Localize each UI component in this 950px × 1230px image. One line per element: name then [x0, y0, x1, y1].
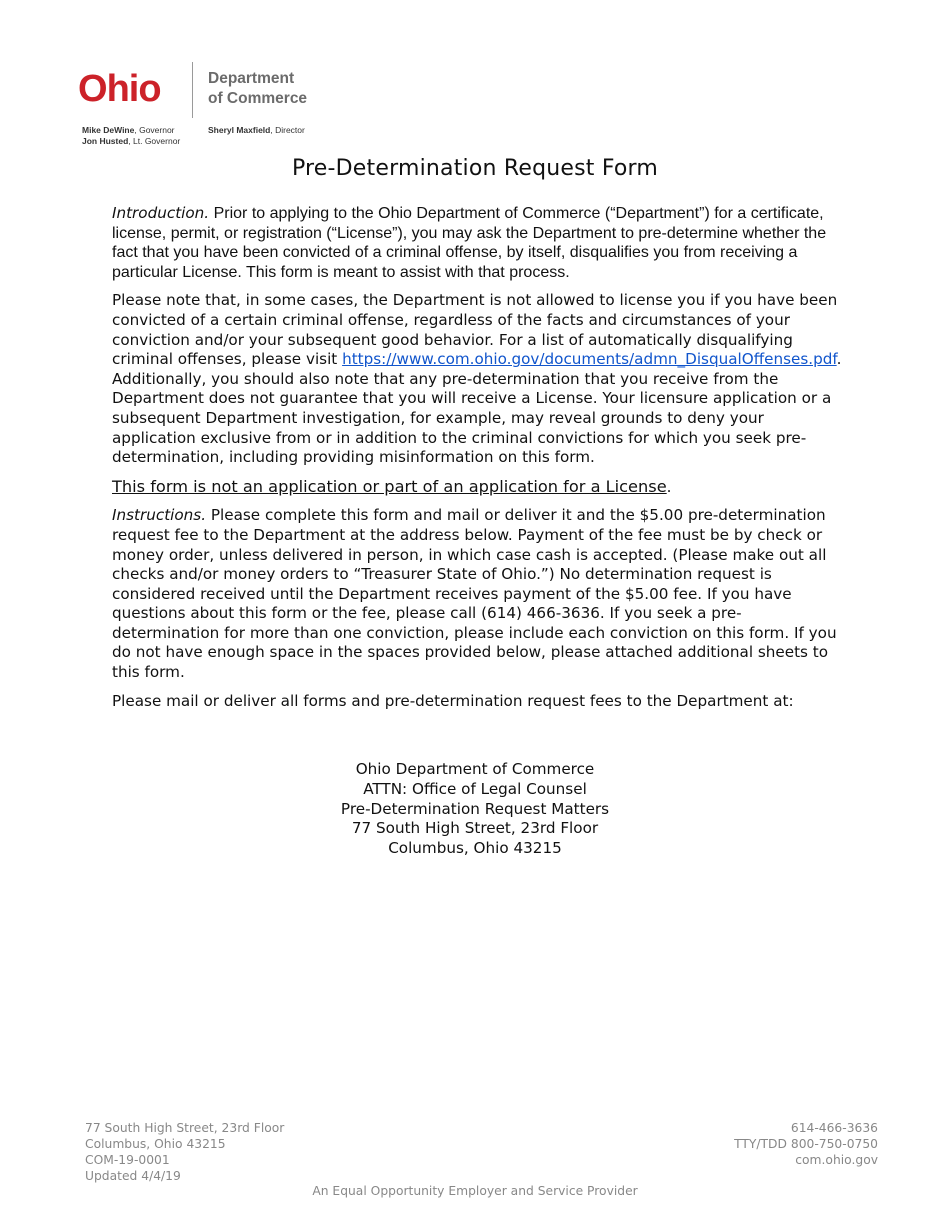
director-name: Sheryl Maxfield [208, 125, 271, 135]
footer-updated: Updated 4/4/19 [85, 1169, 181, 1183]
notice-paragraph [112, 477, 842, 498]
director-name-block [208, 125, 305, 136]
lt-governor-title: , Lt. Governor [128, 136, 181, 146]
ohio-logo [78, 66, 161, 112]
intro-lead: Introduction. [112, 204, 210, 222]
footer-tagline: An Equal Opportunity Employer and Service Provider [312, 1184, 638, 1198]
footer-address [85, 1120, 284, 1184]
notice-period: . [666, 477, 672, 496]
address-line: Columbus, Ohio 43215 [388, 839, 562, 858]
not-an-application-notice: This form is not an application or part of an application for a License [112, 476, 667, 496]
intro-paragraph [112, 204, 842, 282]
address-line: 77 South High Street, 23rd Floor [351, 819, 599, 838]
instructions-lead: Instructions. [112, 506, 207, 525]
governor-name: Mike DeWine [82, 125, 135, 135]
letterhead [78, 62, 378, 152]
form-body [112, 204, 842, 720]
address-line: Ohio Department of Commerce [355, 760, 595, 778]
logo-divider [192, 62, 193, 118]
footer-phone: 614-466-3636 [790, 1121, 878, 1135]
page-title: Pre-Determination Request Form [291, 156, 659, 181]
instructions-paragraph [112, 506, 842, 682]
director-title: , Director [270, 125, 305, 135]
dept-name-line1: Department [208, 70, 295, 87]
lt-governor-name: Jon Husted [82, 136, 129, 146]
note-text-continued: . Additionally, you should also note that any pre-determination that you receive from the Department does not guarantee that you will receive a License. Your licensure application or a subsequent Department investigation, for example, may reveal grounds to deny your application exclusive from or in addition to the criminal convictions for which you seek pre-determination, including providing misinformation on this form. [112, 350, 842, 467]
footer-city: Columbus, Ohio 43215 [85, 1137, 226, 1151]
footer-contact [734, 1120, 878, 1168]
ohio-logo-rest: hio [106, 68, 161, 110]
ohio-logo-o: O [78, 68, 107, 110]
governor-names [82, 125, 180, 147]
footer-tty: TTY/TDD 800-750-0750 [734, 1137, 878, 1151]
instructions-text: Please complete this form and mail or deliver it and the $5.00 pre-determination request fee to the Department at the address below. Payment of the fee must be by check or money order, unless delivered in person, in which case cash is accepted. (Please make out all checks and/or money orders to “Treasurer State of Ohio.”) No determination request is considered received until the Department receives payment of the $5.00 fee. If you have questions about this form or the fee, please call (614) 466-3636. If you seek a pre-determination for more than one conviction, please include each conviction on this form. If you do not have enough space in the spaces provided below, please attached additional sheets to this form. [112, 506, 837, 682]
footer-street: 77 South High Street, 23rd Floor [85, 1121, 285, 1135]
mail-prompt: Please mail or deliver all forms and pre-determination request fees to the Department at: [112, 691, 794, 710]
note-paragraph [112, 291, 842, 467]
note-text: Please note that, in some cases, the Department is not allowed to license you if you have been convicted of a certain criminal offense, regardless of the facts and circumstances of your conviction and/or your subsequent good behavior. For a list of automatically disqualifying criminal offenses, please visit [112, 291, 838, 369]
dept-name-line2: of Commerce [208, 90, 308, 107]
mailing-address [0, 760, 950, 859]
footer-website: com.ohio.gov [795, 1153, 878, 1167]
address-line: ATTN: Office of Legal Counsel [363, 779, 587, 798]
governor-title: , Governor [134, 125, 175, 135]
footer-form-id: COM-19-0001 [85, 1153, 170, 1167]
address-line: Pre-Determination Request Matters [340, 799, 610, 818]
disqualifying-offenses-link[interactable]: https://www.com.ohio.gov/documents/admn_DisqualOffenses.pdf [342, 350, 837, 369]
intro-text: Prior to applying to the Ohio Department of Commerce (“Department”) for a certificate, license, permit, or registration (“License”), you may ask the Department to pre-determine whether the fact that you have been convicted of a criminal offense, by itself, disqualifies you from receiving a particular License. This form is meant to assist with that process. [112, 205, 827, 281]
